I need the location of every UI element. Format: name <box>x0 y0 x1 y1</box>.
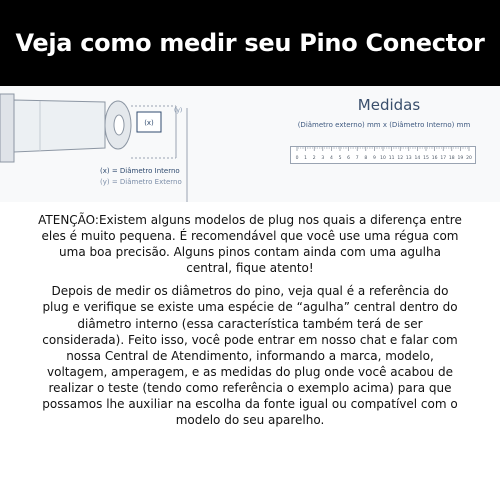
measurement-panel <box>0 86 500 202</box>
ruler-tick-label: 12 <box>397 156 404 161</box>
plug-cable <box>0 94 14 162</box>
ruler-tick-label: 10 <box>380 156 386 161</box>
header-banner <box>0 0 500 86</box>
ruler-tick-label: 19 <box>457 156 464 161</box>
y-measure-label: (y) <box>174 107 183 114</box>
legend-outer-diameter: (y) = Diâmetro Externo <box>100 178 182 186</box>
ruler-tick-label: 5 <box>338 156 342 161</box>
ruler-tick-label: 4 <box>329 156 333 161</box>
instructions-paragraph: Depois de medir os diâmetros do pino, veja qual é a referência do plug e verifique se existe uma espécie de “agulha” central dentro do diâmetro interno (essa característica também terá de ser considerada). Feito isso, você pode entrar em nosso chat e falar com nossa Central de Atendimento, informando a marca, modelo, voltagem, amperagem, e as medidas do plug onde você acabou de realizar o teste (tendo como referência o exemplo acima) para que possamos lhe auxiliar na escolha da fonte igual ou compatível com o modelo do seu aparelho. <box>42 284 458 428</box>
ruler-tick-label: 3 <box>321 156 325 161</box>
warning-paragraph: ATENÇÃO:Existem alguns modelos de plug nos quais a diferença entre eles é muito pequena. É recomendável que você use uma régua com uma boa precisão. Alguns pinos contam ainda com uma agulha central, fique atento! <box>38 213 462 276</box>
plug-body <box>14 100 105 152</box>
ruler-tick-label: 15 <box>423 156 429 161</box>
ruler-tick-label: 14 <box>414 156 421 161</box>
ruler-tick-label: 9 <box>372 156 376 161</box>
ruler-tick-label: 8 <box>364 156 368 161</box>
ruler-tick-label: 11 <box>388 156 395 161</box>
ruler-tick-label: 0 <box>295 156 299 161</box>
ruler-tick-label: 6 <box>347 156 351 161</box>
measures-subtitle: (Diâmetro externo) mm x (Diâmetro Interno) mm <box>297 121 471 129</box>
x-measure-label: (x) <box>144 119 154 127</box>
ruler-tick-label: 2 <box>312 156 316 161</box>
page-title: Veja como medir seu Pino Conector <box>15 29 485 57</box>
ruler-tick-label: 20 <box>466 156 472 161</box>
instructions-text <box>38 212 462 435</box>
pin-inner-hole <box>114 115 124 135</box>
measures-box <box>286 96 482 129</box>
ruler-tick-label: 7 <box>355 156 359 161</box>
ruler-tick-label: 17 <box>440 156 447 161</box>
ruler-tick-label: 1 <box>304 156 308 161</box>
ruler-tick-label: 13 <box>405 156 412 161</box>
ruler <box>290 146 476 164</box>
ruler-tick-label: 18 <box>448 156 455 161</box>
measures-title: Medidas <box>357 96 421 114</box>
legend-inner-diameter: (x) = Diâmetro Interno <box>100 167 180 175</box>
ruler-tick-label: 16 <box>431 156 438 161</box>
